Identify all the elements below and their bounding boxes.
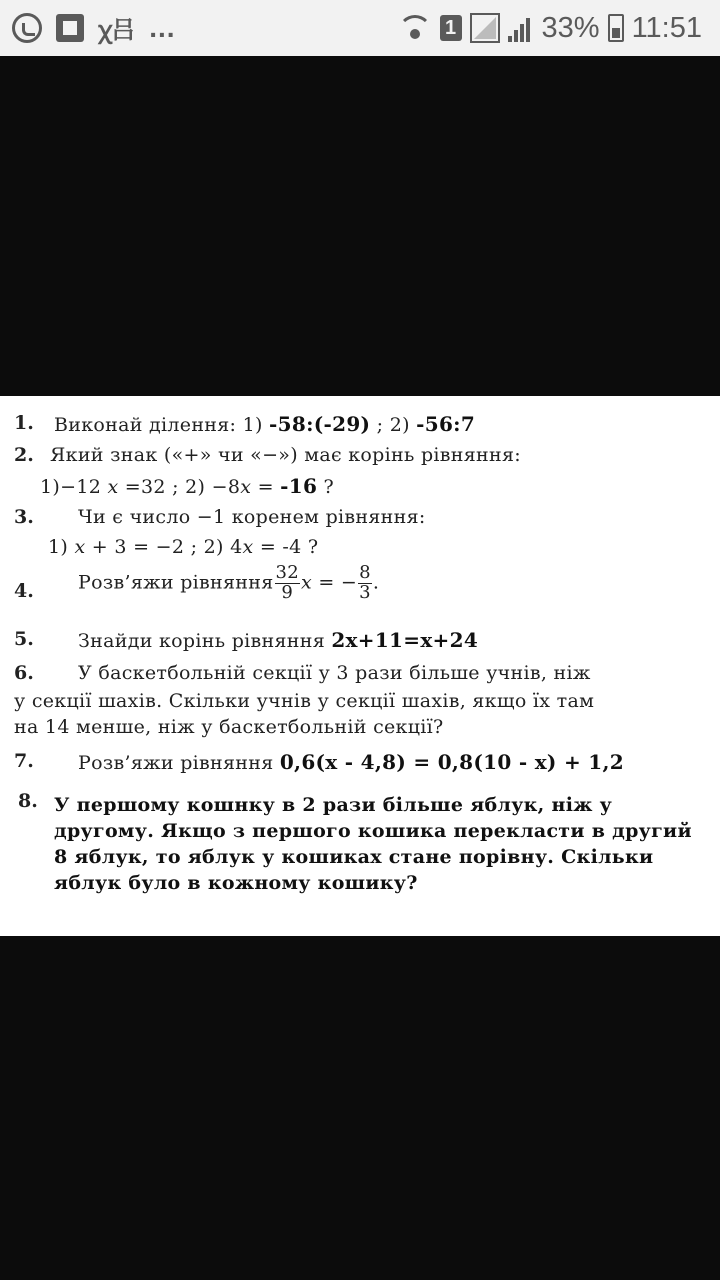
- viber-icon: [12, 13, 42, 43]
- task-3-title: Чи є число −1 коренем рівняння:: [78, 506, 426, 528]
- task-8-line-4: яблук було в кожному кошику?: [54, 872, 418, 894]
- task-2-equations: 1)−12 x =32 ; 2) −8x = -16 ?: [40, 474, 335, 498]
- task-number: 1.: [14, 412, 34, 434]
- tnu-notification-icon: ꭓ吕: [98, 17, 136, 44]
- task-2-title: Який знак («+» чи «−») має корінь рівняння:: [50, 444, 521, 466]
- sim-indicator: 1: [440, 15, 462, 41]
- task-3-equations: 1) x + 3 = −2 ; 2) 4x = -4 ?: [48, 536, 319, 558]
- task-number: 7.: [14, 750, 34, 772]
- task-1: Виконай ділення: 1) -58:(-29) ; 2) -56:7: [54, 412, 476, 436]
- task-5: Знайди корінь рівняння 2x+11=x+24: [78, 628, 479, 652]
- task-8-line-2: другому. Якщо з першого кошика перекласти в другий: [54, 820, 692, 842]
- task-6-line-3: на 14 менше, ніж у баскетбольній секції?: [14, 716, 444, 738]
- task-number: 5.: [14, 628, 34, 650]
- signal-icon: [470, 13, 500, 43]
- more-notifications-icon: ...: [149, 12, 176, 43]
- battery-icon: [608, 14, 624, 42]
- task-number: 8.: [18, 790, 38, 812]
- status-left: [12, 10, 176, 46]
- task-7: Розв’яжи рівняння 0,6(x - 4,8) = 0,8(10 - x) + 1,2: [78, 750, 624, 774]
- signal-bars-icon: [508, 14, 534, 42]
- fraction-32-9: $\frac{32}{9}$: [275, 562, 300, 603]
- wifi-icon: [398, 15, 432, 41]
- task-number: 6.: [14, 662, 34, 684]
- task-number: 4.: [14, 580, 34, 602]
- flipboard-icon: [56, 14, 84, 42]
- task-number: 3.: [14, 506, 34, 528]
- fraction-8-3: $\frac{8}{3}$: [359, 562, 371, 603]
- worksheet-image: [0, 396, 720, 936]
- task-6-line-1: У баскетбольній секції у 3 рази більше учнів, ніж: [78, 662, 591, 684]
- task-8-line-1: У першому кошнку в 2 рази більше яблук, ніж у: [54, 794, 613, 816]
- task-number: 2.: [14, 444, 34, 466]
- task-6-line-2: у секції шахів. Скільки учнів у секції шахів, якщо їх там: [14, 690, 595, 712]
- status-bar: [0, 0, 720, 56]
- task-8-line-3: 8 яблук, то яблук у кошиках стане порівну. Скільки: [54, 846, 654, 868]
- task-4: Розв’яжи рівняння $\frac{32}{9}$ x = − $\frac{8}{3}$ .: [78, 562, 380, 603]
- clock: 11:51: [631, 11, 702, 44]
- status-right: [398, 10, 702, 46]
- battery-percent: 33%: [541, 11, 600, 44]
